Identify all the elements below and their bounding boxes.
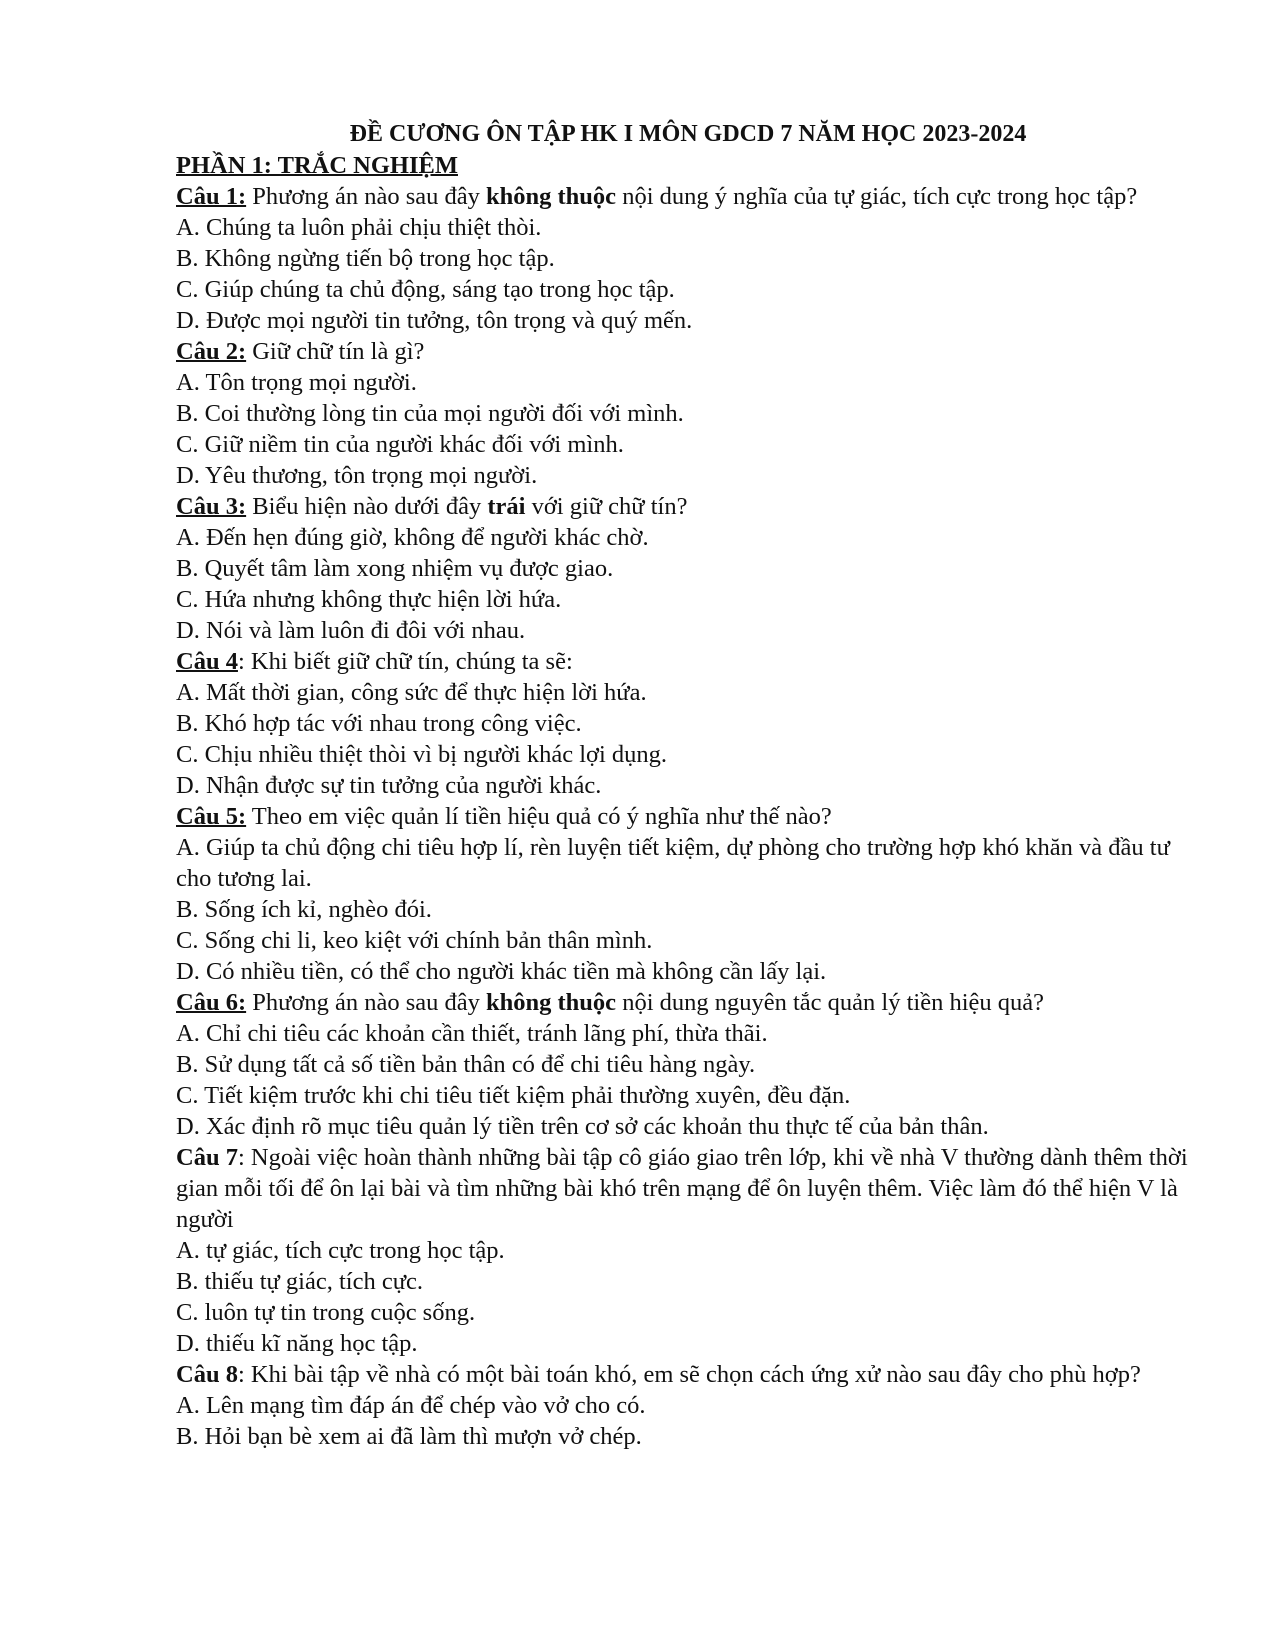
section-heading: PHẦN 1: TRẮC NGHIỆM [176, 152, 458, 179]
question-stem-part: Giữ chữ tín là gì? [246, 338, 425, 365]
question-7 [176, 1142, 1206, 1235]
question-5 [176, 801, 1206, 832]
option: B. Hỏi bạn bè xem ai đã làm thì mượn vở chép. [176, 1423, 642, 1450]
question-label: Câu 1: [176, 183, 247, 210]
question-stem-emphasis: không thuộc [486, 989, 617, 1016]
option: D. Có nhiều tiền, có thể cho người khác tiền mà không cần lấy lại. [176, 958, 827, 985]
option: C. Tiết kiệm trước khi chi tiêu tiết kiệm phải thường xuyên, đều đặn. [176, 1082, 851, 1109]
option: A. Mất thời gian, công sức để thực hiện lời hứa. [176, 679, 647, 706]
option: C. Sống chi li, keo kiệt với chính bản thân mình. [176, 927, 653, 954]
option: D. Nhận được sự tin tưởng của người khác. [176, 772, 602, 799]
question-stem-part: nội dung nguyên tắc quản lý tiền hiệu quả? [616, 989, 1045, 1016]
option: B. Không ngừng tiến bộ trong học tập. [176, 245, 555, 272]
question-label: Câu 8 [176, 1361, 238, 1388]
option: D. Xác định rõ mục tiêu quản lý tiền trên cơ sở các khoản thu thực tế của bản thân. [176, 1113, 989, 1140]
question-stem-part: Phương án nào sau đây [246, 989, 487, 1016]
question-stem-part: Biểu hiện nào dưới đây [246, 493, 488, 520]
question-label: Câu 3: [176, 493, 247, 520]
option: C. Hứa nhưng không thực hiện lời hứa. [176, 586, 562, 613]
option: B. Sống ích kỉ, nghèo đói. [176, 896, 432, 923]
option: D. Yêu thương, tôn trọng mọi người. [176, 462, 538, 489]
question-label: Câu 4 [176, 648, 238, 675]
question-8 [176, 1359, 1206, 1390]
question-6 [176, 987, 1206, 1018]
option: C. Giữ niềm tin của người khác đối với mình. [176, 431, 624, 458]
document-title: ĐỀ CƯƠNG ÔN TẬP HK I MÔN GDCD 7 NĂM HỌC 2023-2024 [349, 121, 1027, 147]
question-stem-part: : Ngoài việc hoàn thành những bài tập cô giáo giao trên lớp, khi về nhà V thường dành thêm thời gian mỗi tối để ôn lại bài và tìm những bài khó trên mạng để ôn luyện thêm. Việc làm đó thể hiện V là người [176, 1144, 1188, 1233]
option: D. Nói và làm luôn đi đôi với nhau. [176, 617, 526, 644]
option: D. Được mọi người tin tưởng, tôn trọng và quý mến. [176, 307, 693, 334]
option: B. Sử dụng tất cả số tiền bản thân có để chi tiêu hàng ngày. [176, 1051, 756, 1078]
question-4 [176, 646, 1206, 677]
option: B. Khó hợp tác với nhau trong công việc. [176, 710, 582, 737]
question-stem-emphasis: không thuộc [486, 183, 617, 210]
question-stem-part: Phương án nào sau đây [246, 183, 487, 210]
option: A. Đến hẹn đúng giờ, không để người khác chờ. [176, 524, 649, 551]
option: C. Giúp chúng ta chủ động, sáng tạo trong học tập. [176, 276, 675, 303]
document-page [176, 118, 1206, 1452]
option: A. tự giác, tích cực trong học tập. [176, 1237, 505, 1264]
option: B. thiếu tự giác, tích cực. [176, 1268, 423, 1295]
option: A. Chúng ta luôn phải chịu thiệt thòi. [176, 214, 542, 241]
question-label: Câu 2: [176, 338, 247, 365]
question-stem-part: : Khi bài tập về nhà có một bài toán khó, em sẽ chọn cách ứng xử nào sau đây cho phù hợp? [237, 1361, 1141, 1388]
option: A. Tôn trọng mọi người. [176, 369, 417, 396]
question-label: Câu 6: [176, 989, 247, 1016]
option: B. Coi thường lòng tin của mọi người đối với mình. [176, 400, 684, 427]
question-2 [176, 336, 1206, 367]
option: A. Giúp ta chủ động chi tiêu hợp lí, rèn luyện tiết kiệm, dự phòng cho trường hợp khó khăn và đầu tư cho tương lai. [176, 834, 1170, 892]
option: D. thiếu kĩ năng học tập. [176, 1330, 418, 1357]
question-stem-part: : Khi biết giữ chữ tín, chúng ta sẽ: [237, 648, 573, 675]
question-stem-part: với giữ chữ tín? [525, 493, 688, 520]
question-1 [176, 181, 1206, 212]
option: A. Lên mạng tìm đáp án để chép vào vở cho có. [176, 1392, 646, 1419]
question-stem-part: Theo em việc quản lí tiền hiệu quả có ý nghĩa như thế nào? [246, 803, 832, 830]
option: A. Chỉ chi tiêu các khoản cần thiết, tránh lãng phí, thừa thãi. [176, 1020, 768, 1047]
question-3 [176, 491, 1206, 522]
question-label: Câu 7 [176, 1144, 238, 1171]
option: B. Quyết tâm làm xong nhiệm vụ được giao. [176, 555, 614, 582]
question-stem-emphasis: trái [487, 493, 526, 520]
option: C. Chịu nhiều thiệt thòi vì bị người khác lợi dụng. [176, 741, 668, 768]
question-label: Câu 5: [176, 803, 247, 830]
question-stem-part: nội dung ý nghĩa của tự giác, tích cực trong học tập? [616, 183, 1138, 210]
option: C. luôn tự tin trong cuộc sống. [176, 1299, 476, 1326]
